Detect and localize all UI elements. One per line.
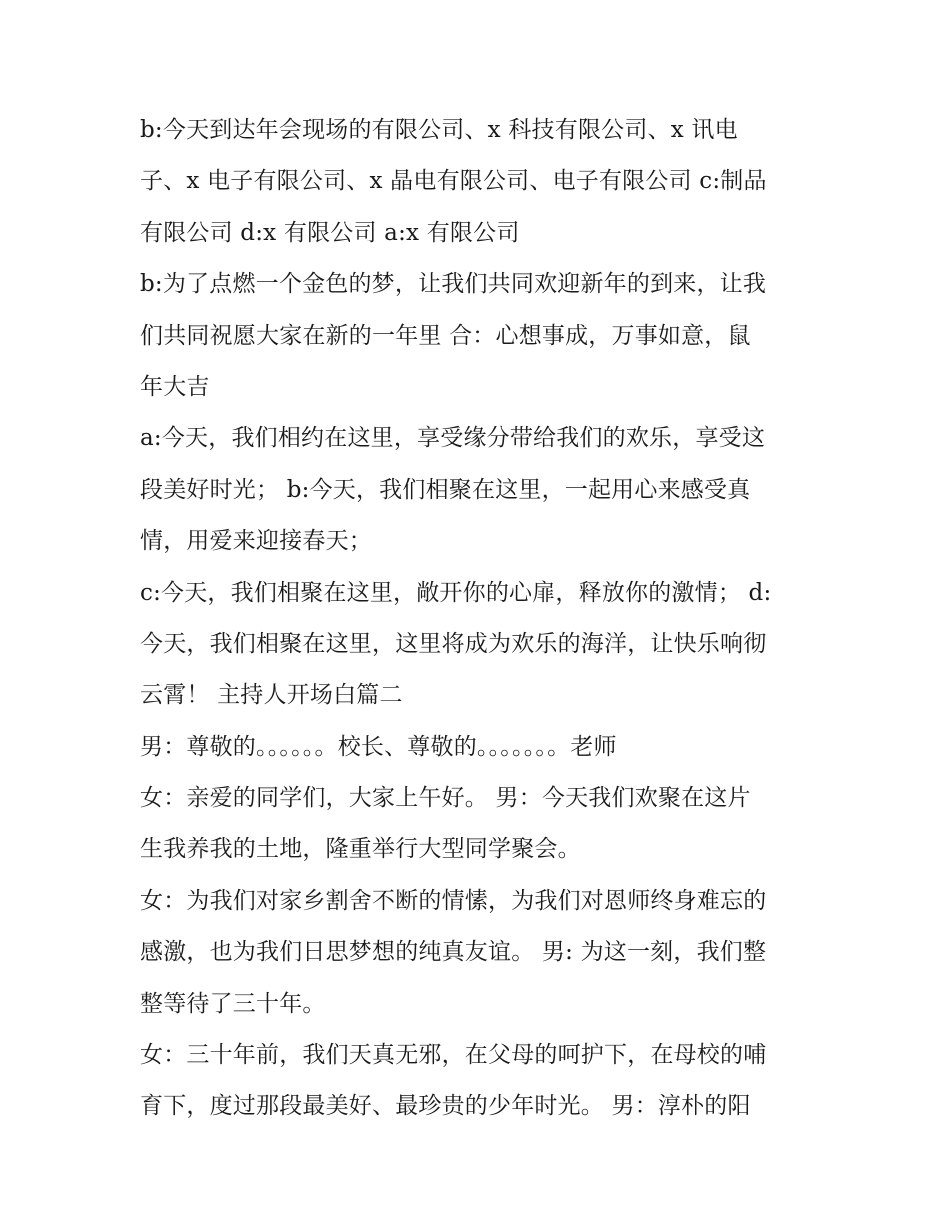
body-text — [140, 105, 820, 1133]
text-line: 女：亲爱的同学们，大家上午好。 男：今天我们欢聚在这片 — [140, 785, 751, 812]
text-line: 男：尊敬的。。。。。。校长、尊敬的。。。。。。。老师 — [140, 733, 617, 760]
text-line: b:今天到达年会现场的有限公司、x 科技有限公司、x 讯电 — [140, 117, 738, 143]
text-line: 年大吉 — [140, 373, 210, 400]
text-line: 生我养我的土地，隆重举行大型同学聚会。 — [140, 836, 581, 863]
text-line: 育下，度过那段最美好、最珍贵的少年时光。 男：淳朴的阳 — [140, 1093, 751, 1120]
text-line: 子、x 电子有限公司、x 晶电有限公司、电子有限公司 c:制品 — [140, 168, 767, 195]
text-line: 们共同祝愿大家在新的一年里 合：心想事成，万事如意，鼠 — [140, 322, 751, 349]
text-line: c:今天，我们相聚在这里，敞开你的心扉，释放你的激情； d: — [140, 579, 772, 606]
text-line: 今天，我们相聚在这里，这里将成为欢乐的海洋，让快乐响彻 — [140, 630, 767, 657]
text-line: 情，用爱来迎接春天； — [140, 528, 372, 555]
text-line: 有限公司 d:x 有限公司 a:x 有限公司 — [140, 219, 520, 246]
text-line: 女：为我们对家乡割舍不断的情愫，为我们对恩师终身难忘的 — [140, 887, 767, 914]
text-line: 段美好时光； b:今天，我们相聚在这里，一起用心来感受真 — [140, 476, 751, 503]
text-line: 整等待了三十年。 — [140, 990, 326, 1017]
text-line: b:为了点燃一个金色的梦，让我们共同欢迎新年的到来，让我 — [140, 271, 767, 298]
text-line: a:今天，我们相约在这里，享受缘分带给我们的欢乐，享受这 — [140, 425, 766, 452]
text-line: 感激，也为我们日思梦想的纯真友谊。 男: 为这一刻，我们整 — [140, 939, 767, 966]
text-line: 云霄！ 主持人开场白篇二 — [140, 682, 403, 709]
text-line: 女：三十年前，我们天真无邪，在父母的呵护下，在母校的哺 — [140, 1042, 767, 1069]
